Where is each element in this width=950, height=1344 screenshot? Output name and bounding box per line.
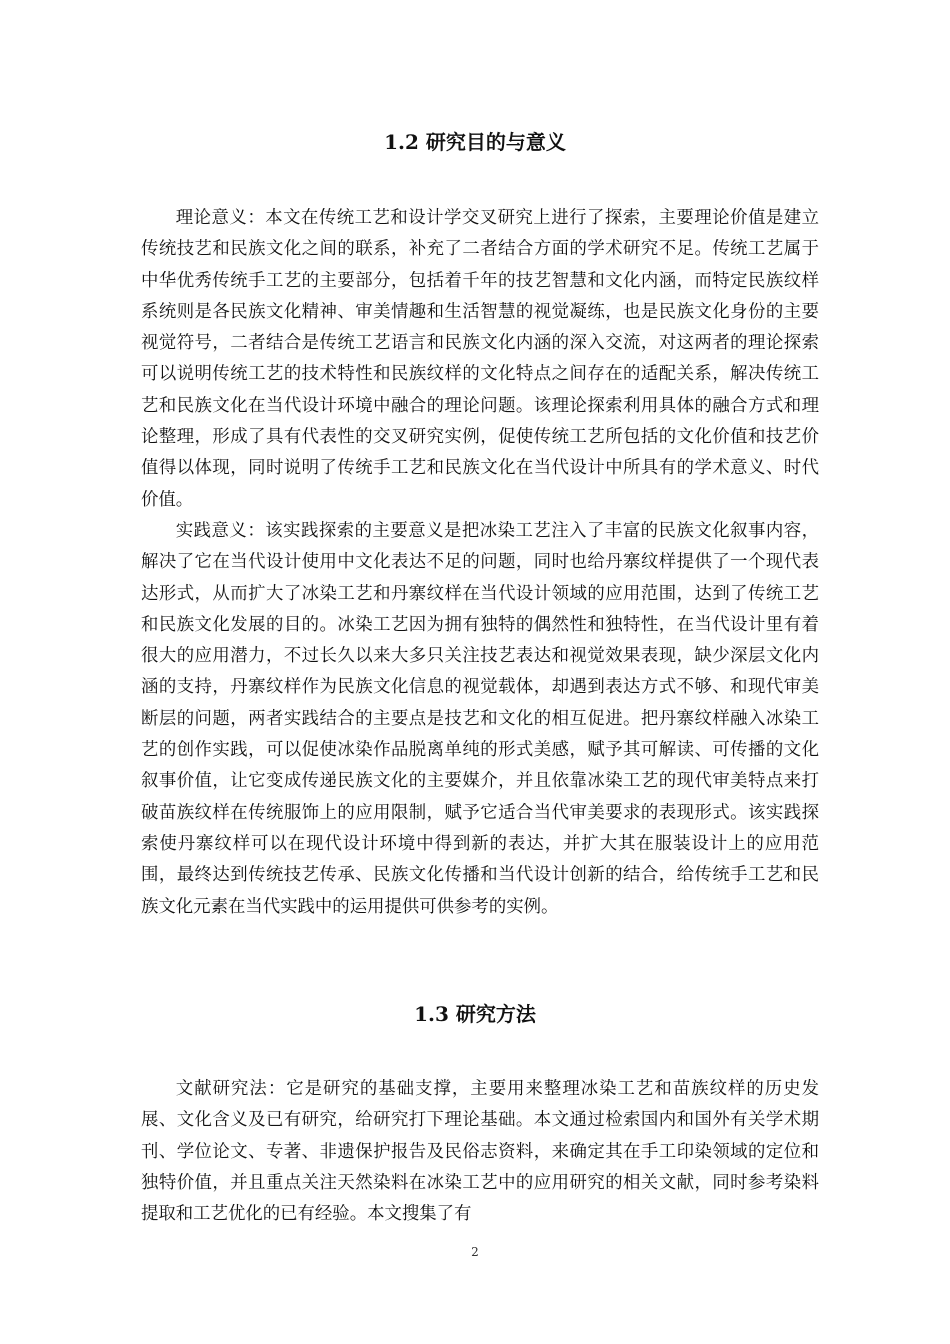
paragraph-practical-significance: 实践意义：该实践探索的主要意义是把冰染工艺注入了丰富的民族文化叙事内容，解决了它在当代设计使用中文化表达不足的问题，同时也给丹寨纹样提供了一个现代表达形式，从而扩大了冰染工艺和丹寨纹样在当代设计领域的应用范围，达到了传统工艺和民族文化发展的目的。冰染工艺因为拥有独特的偶然性和独特性，在当代设计里有着很大的应用潜力，不过长久以来大多只关注技艺表达和视觉效果表现，缺少深层文化内涵的支持，丹寨纹样作为民族文化信息的视觉载体，却遇到表达方式不够、和现代审美断层的问题，两者实践结合的主要点是技艺和文化的相互促进。把丹寨纹样融入冰染工艺的创作实践，可以促使冰染作品脱离单纯的形式美感，赋予其可解读、可传播的文化叙事价值，让它变成传递民族文化的主要媒介，并且依靠冰染工艺的现代审美特点来打破苗族纹样在传统服饰上的应用限制，赋予它适合当代审美要求的表现形式。该实践探索使丹寨纹样可以在现代设计环境中得到新的表达，并扩大其在服装设计上的应用范围，最终达到传统技艺传承、民族文化传播和当代设计创新的结合，给传统手工艺和民族文化元素在当代实践中的运用提供可供参考的实例。 [141,520,819,917]
section-heading-methods: 1.3 研究方法 [414,1002,536,1026]
paragraph-literature-method: 文献研究法：它是研究的基础支撑，主要用来整理冰染工艺和苗族纹样的历史发展、文化含义及已有研究，给研究打下理论基础。本文通过检索国内和国外有关学术期刊、学位论文、专著、非遗保护报告及民俗志资料，来确定其在手工印染领域的定位和独特价值，并且重点关注天然染料在冰染工艺中的应用研究的相关文献，同时参考染料提取和工艺优化的已有经验。本文搜集了有 [141,1079,819,1225]
paragraph-theoretical-significance: 理论意义：本文在传统工艺和设计学交叉研究上进行了探索，主要理论价值是建立传统技艺和民族文化之间的联系，补充了二者结合方面的学术研究不足。传统工艺属于中华优秀传统手工艺的主要部分，包括着千年的技艺智慧和文化内涵，而特定民族纹样系统则是各民族文化精神、审美情趣和生活智慧的视觉凝练，也是民族文化身份的主要视觉符号，二者结合是传统工艺语言和民族文化内涵的深入交流，对这两者的理论探索可以说明传统工艺的技术特性和民族纹样的文化特点之间存在的适配关系，解决传统工艺和民族文化在当代设计环境中融合的理论问题。该理论探索利用具体的融合方式和理论整理，形成了具有代表性的交叉研究实例，促使传统工艺所包括的文化价值和技艺价值得以体现，同时说明了传统手工艺和民族文化在当代设计中所具有的学术意义、时代价值。 [141,208,819,510]
section-body-purpose [141,203,819,923]
section-heading-purpose: 1.2 研究目的与意义 [384,130,566,154]
page-number: 2 [471,1245,479,1259]
section-body-methods [141,1074,819,1230]
